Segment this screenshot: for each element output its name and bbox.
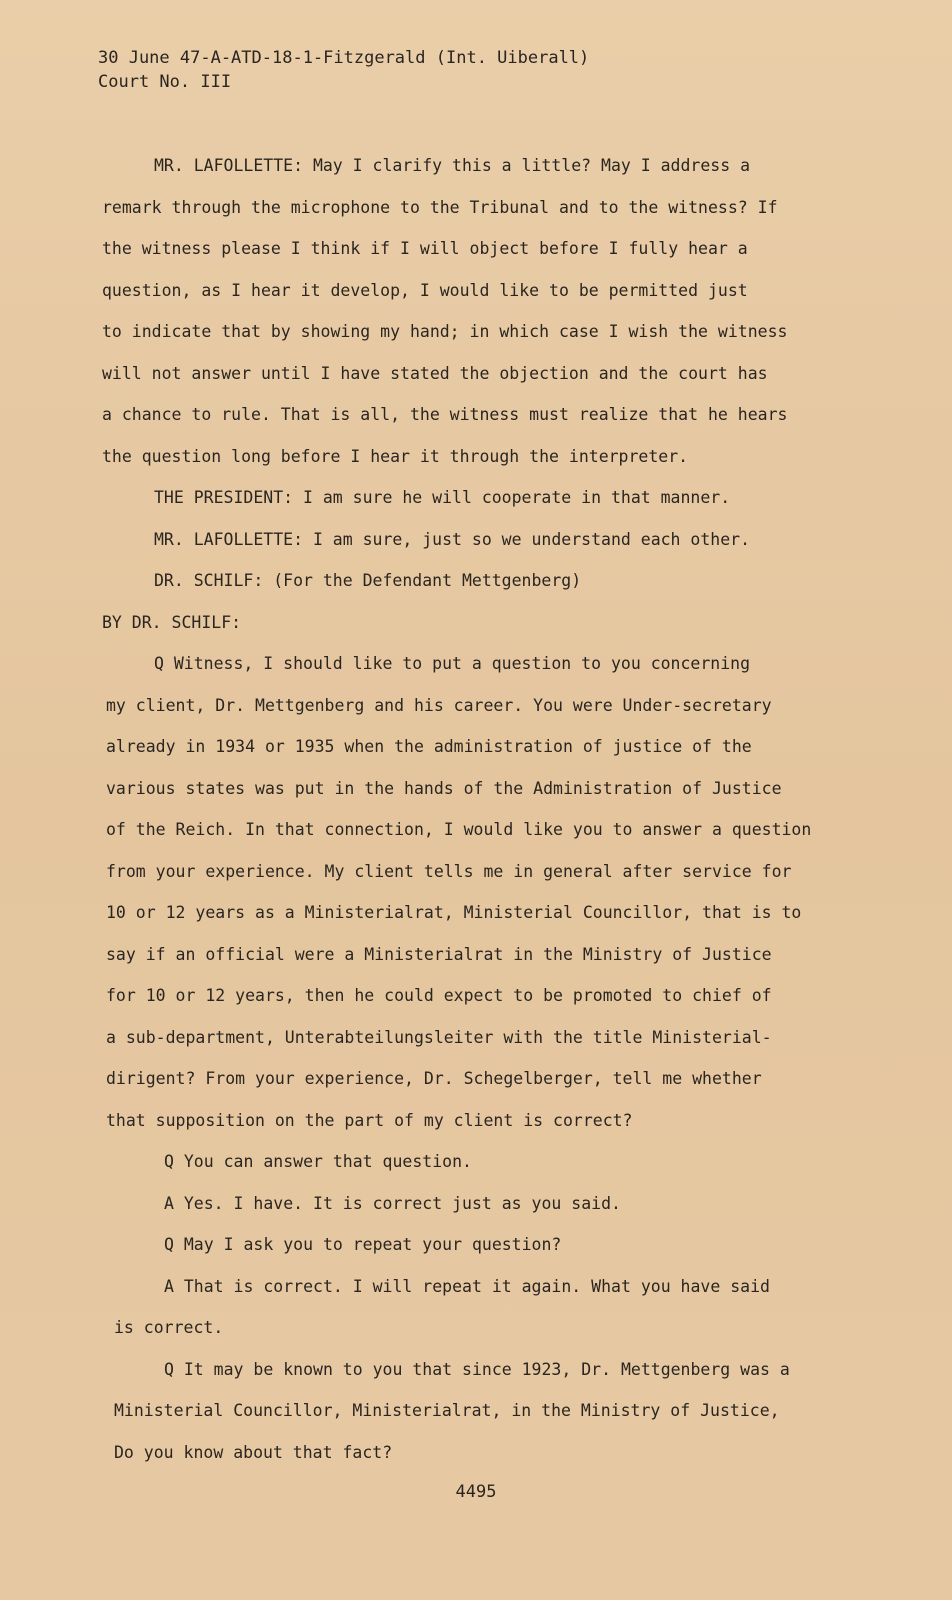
text-line: from your experience. My client tells me in general after service for <box>106 861 792 881</box>
text-line: is correct. <box>114 1318 224 1337</box>
text-line: Do you know about that fact? <box>114 1442 393 1462</box>
text-line: Q Witness, I should like to put a question to you concerning <box>154 654 751 673</box>
lafollette-remark-paragraph <box>102 145 842 477</box>
text-line: remark through the microphone to the Tribunal and to the witness? If <box>102 197 778 217</box>
answer-1: A Yes. I have. It is correct just as you said. <box>164 1193 621 1213</box>
text-line: MR. LAFOLLETTE: May I clarify this a little? May I address a <box>154 156 751 175</box>
schilf-statement: DR. SCHILF: (For the Defendant Mettgenberg) <box>154 571 582 590</box>
text-line: various states was put in the hands of the Administration of Justice <box>106 778 782 798</box>
header-session-line: 30 June 47-A-ATD-18-1-Fitzgerald (Int. Uiberall) <box>98 48 590 68</box>
president-statement: THE PRESIDENT: I am sure he will cooperate in that manner. <box>154 488 731 507</box>
text-line: question, as I hear it develop, I would like to be permitted just <box>102 280 748 300</box>
text-line: A That is correct. I will repeat it again. What you have said <box>164 1276 770 1296</box>
text-line: that supposition on the part of my client is correct? <box>106 1110 633 1130</box>
question-4-paragraph <box>102 1349 842 1474</box>
question-2: Q You can answer that question. <box>164 1152 472 1171</box>
question-1-paragraph <box>102 643 842 1141</box>
text-line: the question long before I hear it through the interpreter. <box>102 446 689 466</box>
text-line: to indicate that by showing my hand; in which case I wish the witness <box>102 322 788 341</box>
text-line: a sub-department, Unterabteilungsleiter with the title Ministerial- <box>106 1027 772 1047</box>
answer-2-paragraph <box>102 1266 842 1349</box>
text-line: a chance to rule. That is all, the witness must realize that he hears <box>102 405 788 424</box>
lafollette-statement: MR. LAFOLLETTE: I am sure, just so we understand each other. <box>154 529 751 549</box>
text-line: the witness please I think if I will object before I fully hear a <box>102 239 748 258</box>
text-line: dirigent? From your experience, Dr. Schegelberger, tell me whether <box>106 1069 762 1088</box>
text-line: Ministerial Councillor, Ministerialrat, in the Ministry of Justice, <box>114 1401 780 1420</box>
text-line: Q It may be known to you that since 1923, Dr. Mettgenberg was a <box>164 1359 790 1379</box>
header-court-line: Court No. III <box>98 72 232 92</box>
text-line: 10 or 12 years as a Ministerialrat, Ministerial Councillor, that is to <box>106 903 802 922</box>
text-line: will not answer until I have stated the objection and the court has <box>102 363 768 383</box>
text-line: already in 1934 or 1935 when the administration of justice of the <box>106 737 752 756</box>
page-number: 4495 <box>455 1482 497 1502</box>
examination-heading: BY DR. SCHILF: <box>102 612 242 632</box>
text-line: say if an official were a Ministerialrat in the Ministry of Justice <box>106 944 772 964</box>
text-line: for 10 or 12 years, then he could expect to be promoted to chief of <box>106 986 772 1005</box>
text-line: of the Reich. In that connection, I would like you to answer a question <box>106 820 812 839</box>
text-line: my client, Dr. Mettgenberg and his career. You were Under-secretary <box>106 695 772 715</box>
question-3: Q May I ask you to repeat your question? <box>164 1235 562 1254</box>
document-header <box>98 46 589 94</box>
transcript-body <box>102 145 842 1473</box>
